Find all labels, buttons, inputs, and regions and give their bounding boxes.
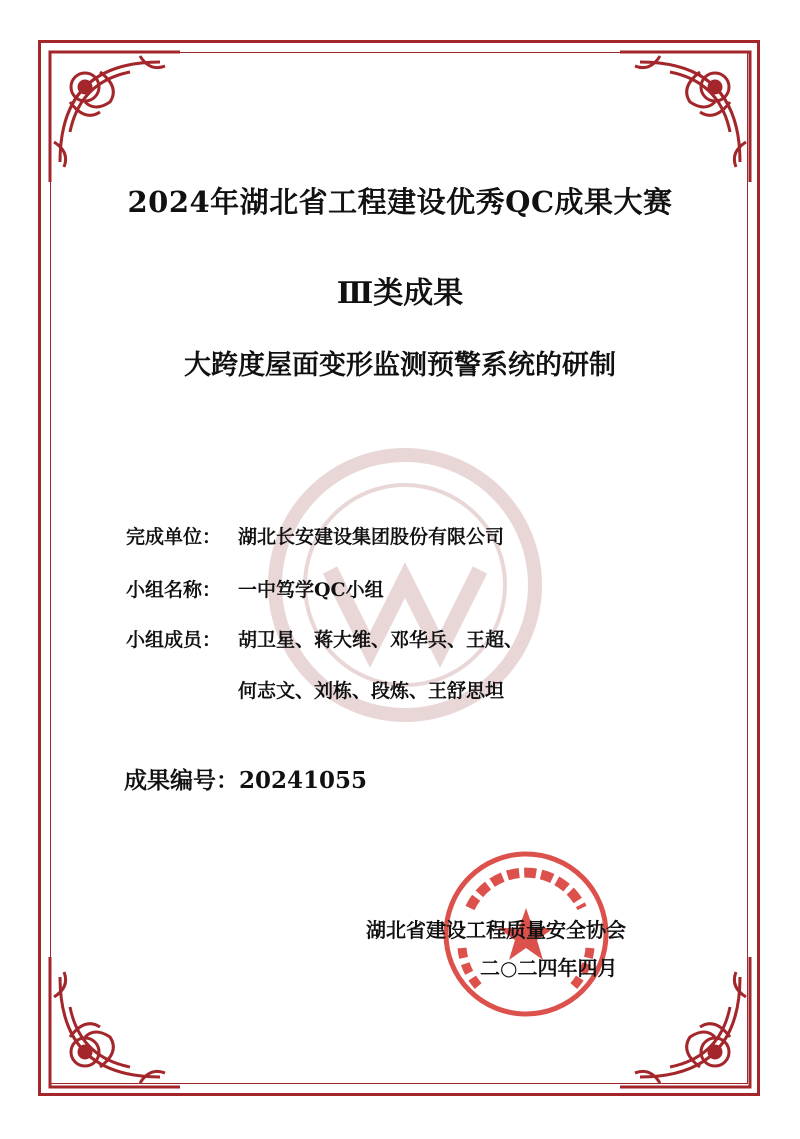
group-name-label: 小组名称： (126, 579, 222, 601)
group-members-line2: 何志文、刘栋、段炼、王舒思坦 (238, 680, 505, 702)
corner-ornament-icon (40, 42, 190, 192)
project-name: 大跨度屋面变形监测预警系统的研制 (184, 350, 616, 381)
group-members-line1: 胡卫星、蒋大维、邓华兵、王超、 (238, 629, 524, 651)
completion-unit-value: 湖北长安建设集团股份有限公司 (238, 526, 505, 548)
corner-ornament-icon (40, 947, 190, 1097)
issuer-name: 湖北省建设工程质量安全协会 (366, 918, 626, 942)
completion-unit-label: 完成单位： (126, 526, 222, 548)
completion-unit-row (126, 522, 504, 549)
result-code: 成果编号：20241055 (124, 767, 368, 794)
corner-ornament-icon (610, 947, 760, 1097)
group-members-label: 小组成员： (126, 629, 222, 651)
issue-date: 二○二四年四月 (480, 956, 618, 980)
award-category: Ⅲ类成果 (336, 276, 464, 311)
group-name-row (126, 575, 384, 602)
certificate-title: 2024年湖北省工程建设优秀QC成果大赛 (127, 185, 673, 219)
corner-ornament-icon (610, 42, 760, 192)
group-members-row (126, 625, 523, 652)
group-name-value: 一中笃学QC小组 (238, 579, 384, 601)
